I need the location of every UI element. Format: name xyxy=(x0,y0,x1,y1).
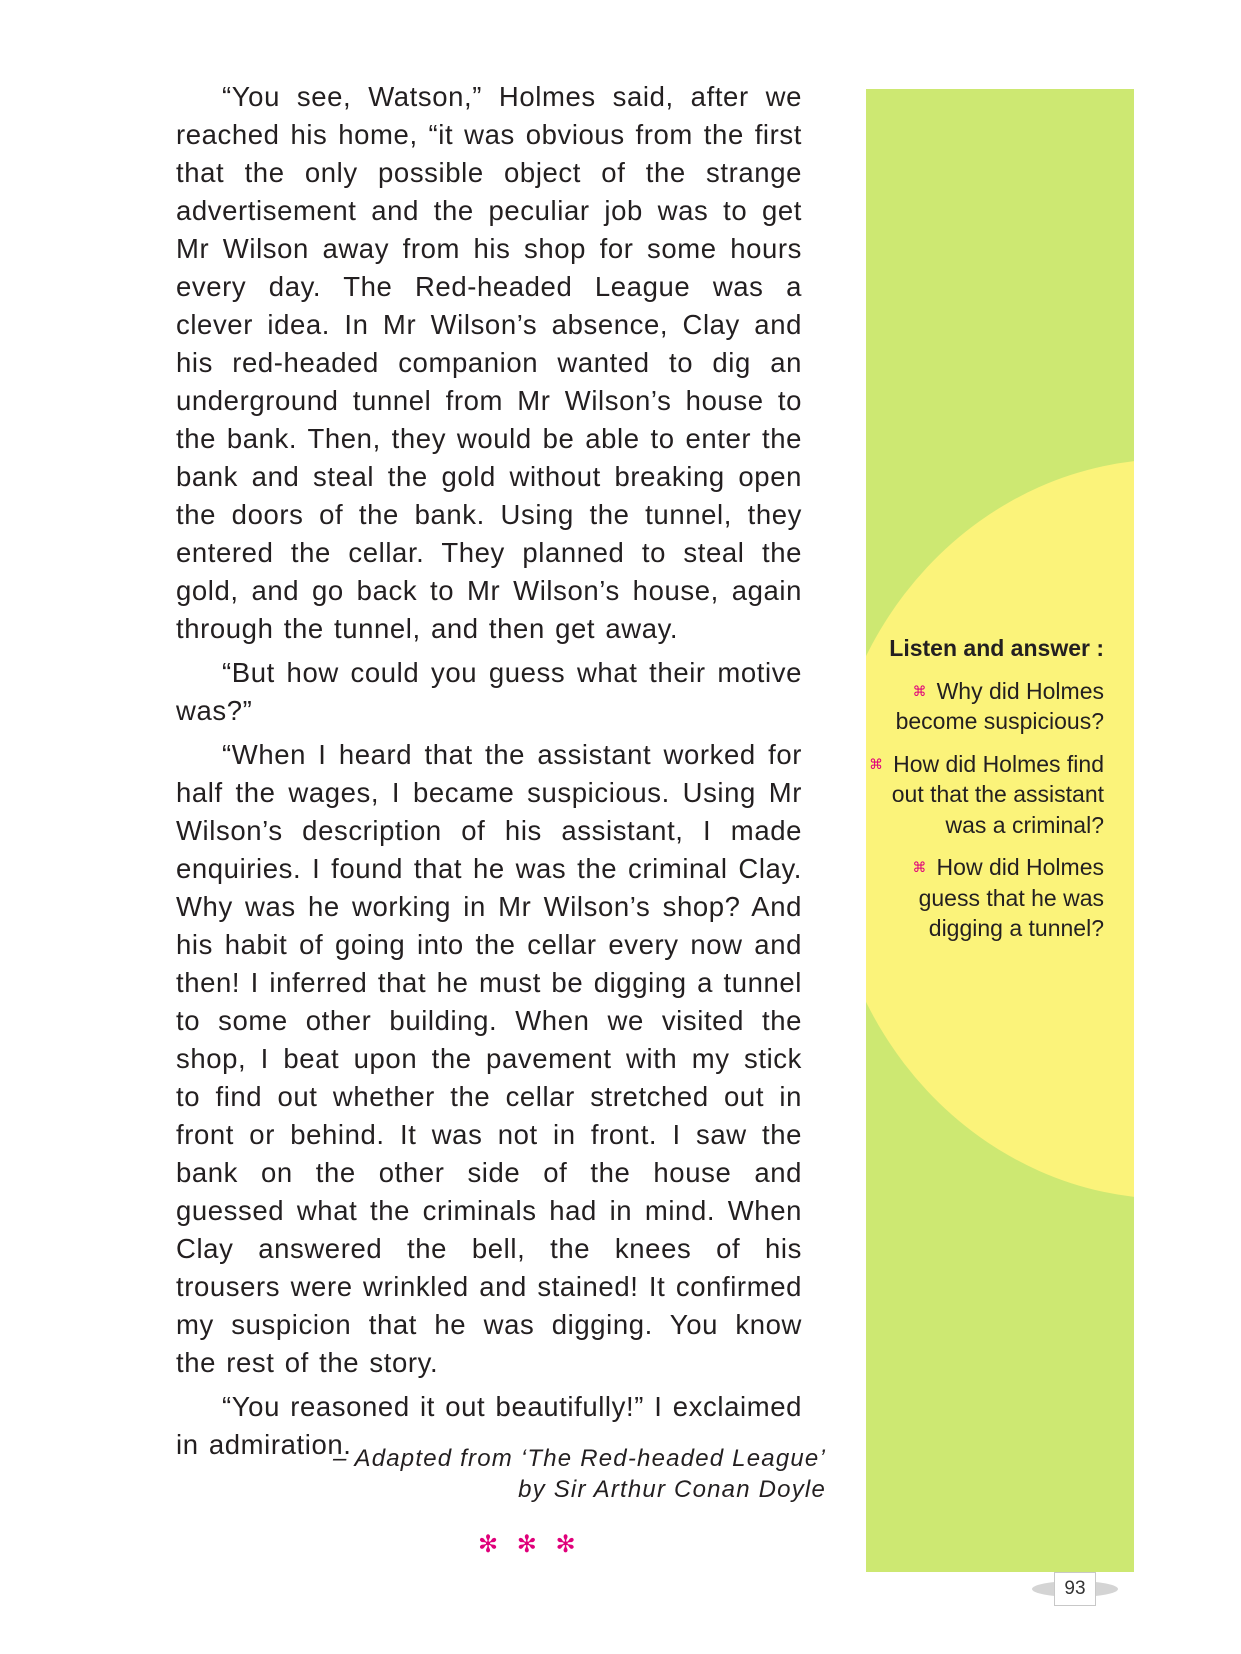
attribution-source: – Adapted from ‘The Red-headed League’ xyxy=(332,1445,826,1472)
story-paragraph: “But how could you guess what their motive was?” xyxy=(176,657,802,726)
place-of-interest-icon: ⌘ xyxy=(869,755,884,772)
attribution-author: by Sir Arthur Conan Doyle xyxy=(518,1476,826,1503)
question-item xyxy=(866,676,1104,737)
question-item xyxy=(866,852,1104,944)
story-paragraph: “You reasoned it out beautifully!” I exclaimed in admiration. xyxy=(176,1391,802,1460)
page-number: 93 xyxy=(1054,1572,1096,1606)
story-paragraph: “When I heard that the assistant worked for half the wages, I became suspicious. Using Mr Wilson’s description of his assistant, I made enquiries. I found that he was the criminal Clay. Why was he working in Mr Wilson’s shop? And his habit of going into the cellar every now and then! I inferred that he must be digging a tunnel to some other building. When we visited the shop, I beat upon the pavement with my stick to find out whether the cellar stretched out in front or behind. It was not in front. I saw the bank on the other side of the house and guessed what the criminals had in mind. When Clay answered the bell, the knees of his trousers were wrinkled and stained! It confirmed my suspicion that he was digging. You know the rest of the story. xyxy=(176,739,802,1378)
question-text: Why did Holmes become suspicious? xyxy=(895,677,1104,734)
question-item xyxy=(866,749,1104,841)
story-paragraph: “You see, Watson,” Holmes said, after we reached his home, “it was obvious from the first that the only possible object of the strange advertisement and the peculiar job was to get Mr Wilson away from his shop for some hours every day. The Red-headed League was a clever idea. In Mr Wilson’s absence, Clay and his red-headed companion wanted to dig an underground tunnel from Mr Wilson’s house to the bank. Then, they would be able to enter the bank and steal the gold without breaking open the doors of the bank. Using the tunnel, they entered the cellar. They planned to steal the gold, and go back to Mr Wilson’s house, again through the tunnel, and then get away. xyxy=(176,81,802,644)
place-of-interest-icon: ⌘ xyxy=(912,859,927,875)
listen-and-answer-box xyxy=(866,633,1104,956)
listen-and-answer-title: Listen and answer : xyxy=(889,635,1104,661)
section-break-stars: ✻ ✻ ✻ xyxy=(478,1531,582,1558)
story-text xyxy=(176,78,802,1470)
place-of-interest-icon: ⌘ xyxy=(912,682,927,699)
question-text: How did Holmes guess that he was digging a tunnel? xyxy=(918,854,1104,941)
question-text: How did Holmes find out that the assistant was a criminal? xyxy=(891,750,1104,838)
attribution xyxy=(330,1443,826,1505)
page-number-badge xyxy=(1032,1572,1118,1606)
